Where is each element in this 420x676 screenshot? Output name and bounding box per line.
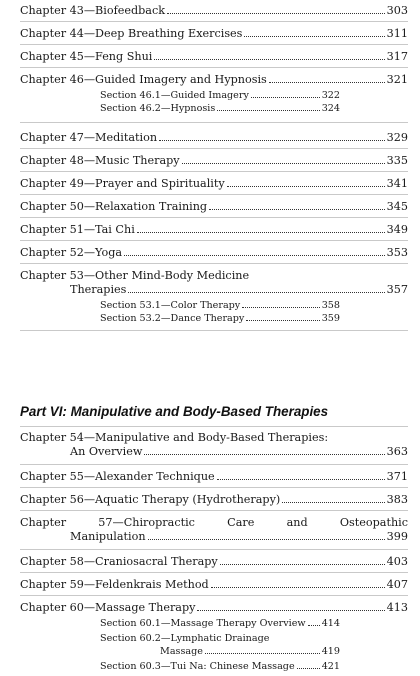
chapter-title[interactable]: Chapter 45—Feng Shui: [20, 50, 153, 63]
toc-row: [20, 550, 408, 573]
leader-dots: [197, 610, 384, 611]
leader-dots: [159, 140, 385, 141]
chapter-title[interactable]: Chapter 54—Manipulative and Body-Based Therapies:: [20, 431, 329, 444]
toc-row: [20, 511, 408, 550]
page-number: 407: [386, 578, 408, 591]
chapter-title-continued[interactable]: Therapies: [70, 283, 127, 296]
leader-dots: [251, 97, 320, 98]
leader-dots: [211, 587, 385, 588]
toc-row: [20, 172, 408, 195]
toc-line: [20, 0, 408, 18]
leader-dots: [217, 479, 385, 480]
toc-line: [20, 427, 408, 445]
chapter-title[interactable]: Chapter 58—Craniosacral Therapy: [20, 555, 218, 568]
section-line: [100, 632, 340, 645]
section-line: [100, 102, 340, 115]
leader-dots: [148, 539, 385, 540]
toc-row: [20, 218, 408, 241]
toc-line: [20, 465, 408, 484]
leader-dots: [244, 36, 384, 37]
toc-row: [20, 596, 408, 676]
toc-row: [20, 195, 408, 218]
chapter-title[interactable]: Chapter 52—Yoga: [20, 246, 123, 259]
toc-line: [20, 68, 408, 87]
section-title[interactable]: Section 46.2—Hypnosis: [100, 103, 216, 114]
leader-dots: [282, 502, 384, 503]
toc-part5: [20, 0, 408, 331]
toc-row: [20, 45, 408, 68]
page-number: 358: [321, 300, 340, 311]
toc-line: [20, 241, 408, 260]
toc-part6: [20, 426, 408, 676]
chapter-title[interactable]: Chapter 43—Biofeedback: [20, 4, 165, 17]
toc-line: [20, 45, 408, 64]
leader-dots: [308, 625, 320, 626]
page-number: 363: [386, 445, 408, 458]
toc-row: [20, 123, 408, 149]
chapter-title[interactable]: Chapter 47—Meditation: [20, 131, 158, 144]
toc-line: [20, 195, 408, 214]
leader-dots: [297, 668, 320, 669]
chapter-title[interactable]: Chapter 48—Music Therapy: [20, 154, 180, 167]
toc-line: [20, 264, 408, 283]
toc-row: [20, 22, 408, 45]
page-number: 329: [386, 131, 408, 144]
page-number: 303: [386, 4, 408, 17]
toc-line: [20, 488, 408, 507]
leader-dots: [205, 653, 320, 654]
chapter-title[interactable]: Chapter 60—Massage Therapy: [20, 601, 196, 614]
section-line: [100, 299, 340, 312]
chapter-title[interactable]: Chapter 59—Feldenkrais Method: [20, 578, 209, 591]
page-number: 341: [386, 177, 408, 190]
section-title-continued[interactable]: Massage: [160, 646, 203, 657]
toc-row: [20, 264, 408, 331]
leader-dots: [128, 292, 384, 293]
section-title[interactable]: Section 53.1—Color Therapy: [100, 300, 241, 311]
page-number: 371: [386, 470, 408, 483]
chapter-title[interactable]: Chapter 56—Aquatic Therapy (Hydrotherapy): [20, 493, 281, 506]
toc-row: [20, 488, 408, 511]
page-number: 413: [386, 601, 408, 614]
toc-line-continued: [20, 530, 408, 544]
page-number: 349: [386, 223, 408, 236]
page-number: 335: [386, 154, 408, 167]
chapter-title[interactable]: Chapter 44—Deep Breathing Exercises: [20, 27, 243, 40]
leader-dots: [227, 186, 385, 187]
page-number: 321: [386, 73, 408, 86]
toc-row: [20, 0, 408, 22]
page-number: 324: [321, 103, 340, 114]
section-title[interactable]: Section 46.1—Guided Imagery: [100, 90, 249, 101]
toc-line: [20, 511, 408, 530]
page-number: 353: [386, 246, 408, 259]
section-title[interactable]: Section 53.2—Dance Therapy: [100, 313, 245, 324]
page-number: 421: [321, 661, 340, 672]
section-line: [100, 312, 340, 325]
leader-dots: [154, 59, 384, 60]
toc-line: [20, 149, 408, 168]
leader-dots: [269, 82, 385, 83]
page-number: 419: [321, 646, 340, 657]
page-number: 357: [386, 283, 408, 296]
toc-line: [20, 22, 408, 41]
toc-line: [20, 573, 408, 592]
leader-dots: [220, 564, 385, 565]
chapter-title[interactable]: Chapter 51—Tai Chi: [20, 223, 135, 236]
leader-dots: [124, 255, 385, 256]
page-number: 383: [386, 493, 408, 506]
toc-line: [20, 596, 408, 615]
chapter-title[interactable]: Chapter 57—Chiropractic Care and Osteopathic: [20, 516, 408, 529]
page-number: 345: [386, 200, 408, 213]
section-line: [100, 660, 340, 673]
toc-row: [20, 68, 408, 123]
chapter-title[interactable]: Chapter 49—Prayer and Spirituality: [20, 177, 225, 190]
chapter-title[interactable]: Chapter 46—Guided Imagery and Hypnosis: [20, 73, 267, 86]
page-number: 414: [321, 618, 340, 629]
page-number: 322: [321, 90, 340, 101]
page-number: 359: [321, 313, 340, 324]
section-line-continued: [100, 645, 340, 658]
leader-dots: [209, 209, 385, 210]
toc-row: [20, 573, 408, 596]
part-heading: Part VI: Manipulative and Body-Based Therapies: [20, 404, 329, 419]
leader-dots: [217, 110, 319, 111]
toc-line-continued: [20, 445, 408, 459]
toc-row: [20, 427, 408, 465]
toc-line: [20, 123, 408, 145]
toc-line: [20, 550, 408, 569]
toc-line: [20, 172, 408, 191]
leader-dots: [167, 13, 385, 14]
chapter-title-continued[interactable]: An Overview: [70, 445, 143, 458]
section-line: [100, 617, 340, 630]
section-title[interactable]: Section 60.2—Lymphatic Drainage: [100, 633, 270, 644]
leader-dots: [182, 163, 385, 164]
toc-line: [20, 218, 408, 237]
chapter-title[interactable]: Chapter 50—Relaxation Training: [20, 200, 208, 213]
leader-dots: [144, 454, 384, 455]
toc-row: [20, 149, 408, 172]
leader-dots: [137, 232, 385, 233]
chapter-title[interactable]: Chapter 53—Other Mind-Body Medicine: [20, 269, 250, 282]
section-title[interactable]: Section 60.3—Tui Na: Chinese Massage: [100, 661, 295, 672]
leader-dots: [242, 307, 319, 308]
toc-line-continued: [20, 283, 408, 297]
page-number: 311: [386, 27, 408, 40]
page-number: 399: [386, 530, 408, 543]
page-number: 317: [386, 50, 408, 63]
section-line: [100, 89, 340, 102]
toc-row: [20, 465, 408, 488]
chapter-title[interactable]: Chapter 55—Alexander Technique: [20, 470, 215, 483]
leader-dots: [246, 320, 319, 321]
section-title[interactable]: Section 60.1—Massage Therapy Overview: [100, 618, 306, 629]
chapter-title-continued[interactable]: Manipulation: [70, 530, 146, 543]
page-number: 403: [386, 555, 408, 568]
toc-row: [20, 241, 408, 264]
